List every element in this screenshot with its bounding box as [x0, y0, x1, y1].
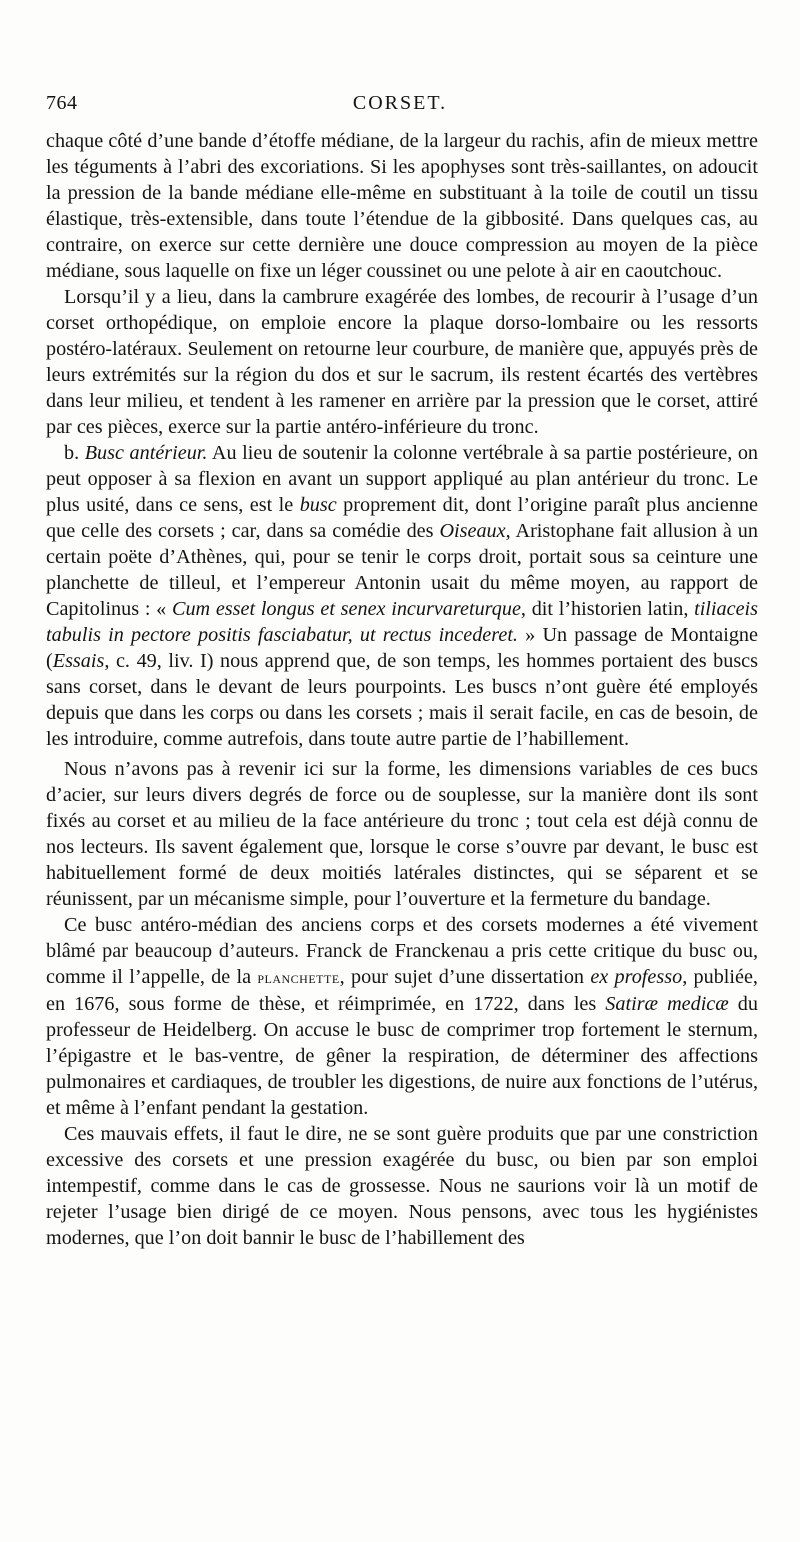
- text-run: Au lieu de soutenir la colonne vertébrale à sa partie postérieure, on peut opposer à sa flexion en avant un support appliqué au plan antérieur du tronc. Le plus usité, dans ce sens, est le: [46, 442, 759, 516]
- latin-quote: Cum esset longus et senex incurvareturque: [171, 598, 521, 620]
- text-run: , c. 49, liv. I) nous apprend que, de son temps, les hommes portaient des buscs sans corset, dans le devant de leurs pourpoints. Les buscs n’ont guère été employés depuis que dans les corps ou dans les corsets ; mais il serait facile, en cas de besoin, de les introduire, comme autrefois, dans toute autre partie de l’habillement.: [46, 650, 758, 750]
- text-run: Ce busc antéro-médian des anciens corps et des corsets modernes a été vivement blâmé par beaucoup d’auteurs. Franck de Franckenau a pris cette critique du busc ou, comme il l’appelle, de la: [46, 914, 758, 988]
- section-letter: b.: [64, 442, 85, 464]
- paragraph-4: Nous n’avons pas à revenir ici sur la forme, les dimensions variables de ces bucs d’acier, sur leurs divers degrés de force ou de souplesse, sur la manière dont ils sont fixés au corset et au milieu de la face antérieure du tronc ; tout cela est déjà connu de nos lecteurs. Ils savent également que, lorsque le corse s’ouvre par devant, le busc est habituellement formé de deux moitiés latérales distinctes, qui se séparent et se réunissent, par un mécanisme simple, pour l’ouverture et la fermeture du bandage.: [46, 758, 758, 910]
- italic-title: Satiræ medicæ: [605, 993, 729, 1015]
- section-title: Busc antérieur.: [84, 442, 208, 464]
- body-text: [46, 128, 758, 1251]
- paragraph-2: Lorsqu’il y a lieu, dans la cambrure exagérée des lombes, de recourir à l’usage d’un corset orthopédique, on emploie encore la plaque dorso-lombaire ou les ressorts postéro-latéraux. Seulement on retourne leur courbure, de manière que, appuyés près de leurs extrémités sur la région du dos et sur le sacrum, ils restent écartés des vertèbres dans leur milieu, et tendent à les ramener en arrière par la pression que le corset, attiré par ces pièces, exerce sur la partie antéro-inférieure du tronc.: [46, 286, 758, 438]
- paragraph-5: [46, 912, 758, 1121]
- italic-term: busc: [299, 494, 337, 516]
- italic-title: Essais: [52, 650, 105, 672]
- text-run: , dit l’historien latin,: [520, 598, 695, 620]
- text-run: , publiée, en 1676, sous forme de thèse, et réimprimée, en 1722, dans les: [46, 966, 758, 1015]
- text-run: proprement dit, dont l’origine paraît plus ancienne que celle des corsets ; car, dans sa comédie des: [46, 494, 759, 542]
- small-caps-term: planchette: [257, 968, 340, 987]
- text-run: » Un passage de Montaigne (: [46, 624, 758, 672]
- latin-term: ex professo: [590, 966, 683, 988]
- page-header: [46, 92, 754, 122]
- text-run: , Aristophane fait allusion à un certain poëte d’Athènes, qui, pour se tenir le corps droit, portait sous sa ceinture une planchette de tilleul, et l’empereur Antonin usait du même moyen, au rapport de Capitolinus : «: [46, 520, 758, 620]
- running-head: CORSET.: [352, 92, 448, 114]
- paragraph-3: [46, 440, 758, 752]
- latin-quote: tiliaceis tabulis in pectore positis fasciabatur, ut rectus incederet.: [46, 598, 759, 646]
- text-run: , pour sujet d’une dissertation: [339, 966, 591, 988]
- italic-title: Oiseaux: [439, 520, 506, 542]
- text-run: du professeur de Heidelberg. On accuse le busc de comprimer trop fortement le sternum, l’épigastre et le bas-ventre, de gêner la respiration, de déterminer des affections pulmonaires et cardiaques, de troubler les digestions, de nuire aux fonctions de l’utérus, et même à l’enfant pendant la gestation.: [46, 993, 758, 1119]
- paragraph-1: chaque côté d’une bande d’étoffe médiane, de la largeur du rachis, afin de mieux mettre les téguments à l’abri des excoriations. Si les apophyses sont très-saillantes, on adoucit la pression de la bande médiane elle-même en substituant à la toile de coutil un tissu élastique, très-extensible, dans toute l’étendue de la gibbosité. Dans quelques cas, au contraire, on exerce sur cette dernière une douce compression au moyen de la pièce médiane, sous laquelle on fixe un léger coussinet ou une pelote à air en caoutchouc.: [46, 130, 758, 282]
- page-number: 764: [46, 92, 78, 114]
- paragraph-6: Ces mauvais effets, il faut le dire, ne se sont guère produits que par une constriction excessive des corsets et une pression exagérée du busc, ou bien par son emploi intempestif, comme dans le cas de grossesse. Nous ne saurions voir là un motif de rejeter l’usage bien dirigé de ce moyen. Nous pensons, avec tous les hygiénistes modernes, que l’on doit bannir le busc de l’habillement des: [46, 1123, 758, 1249]
